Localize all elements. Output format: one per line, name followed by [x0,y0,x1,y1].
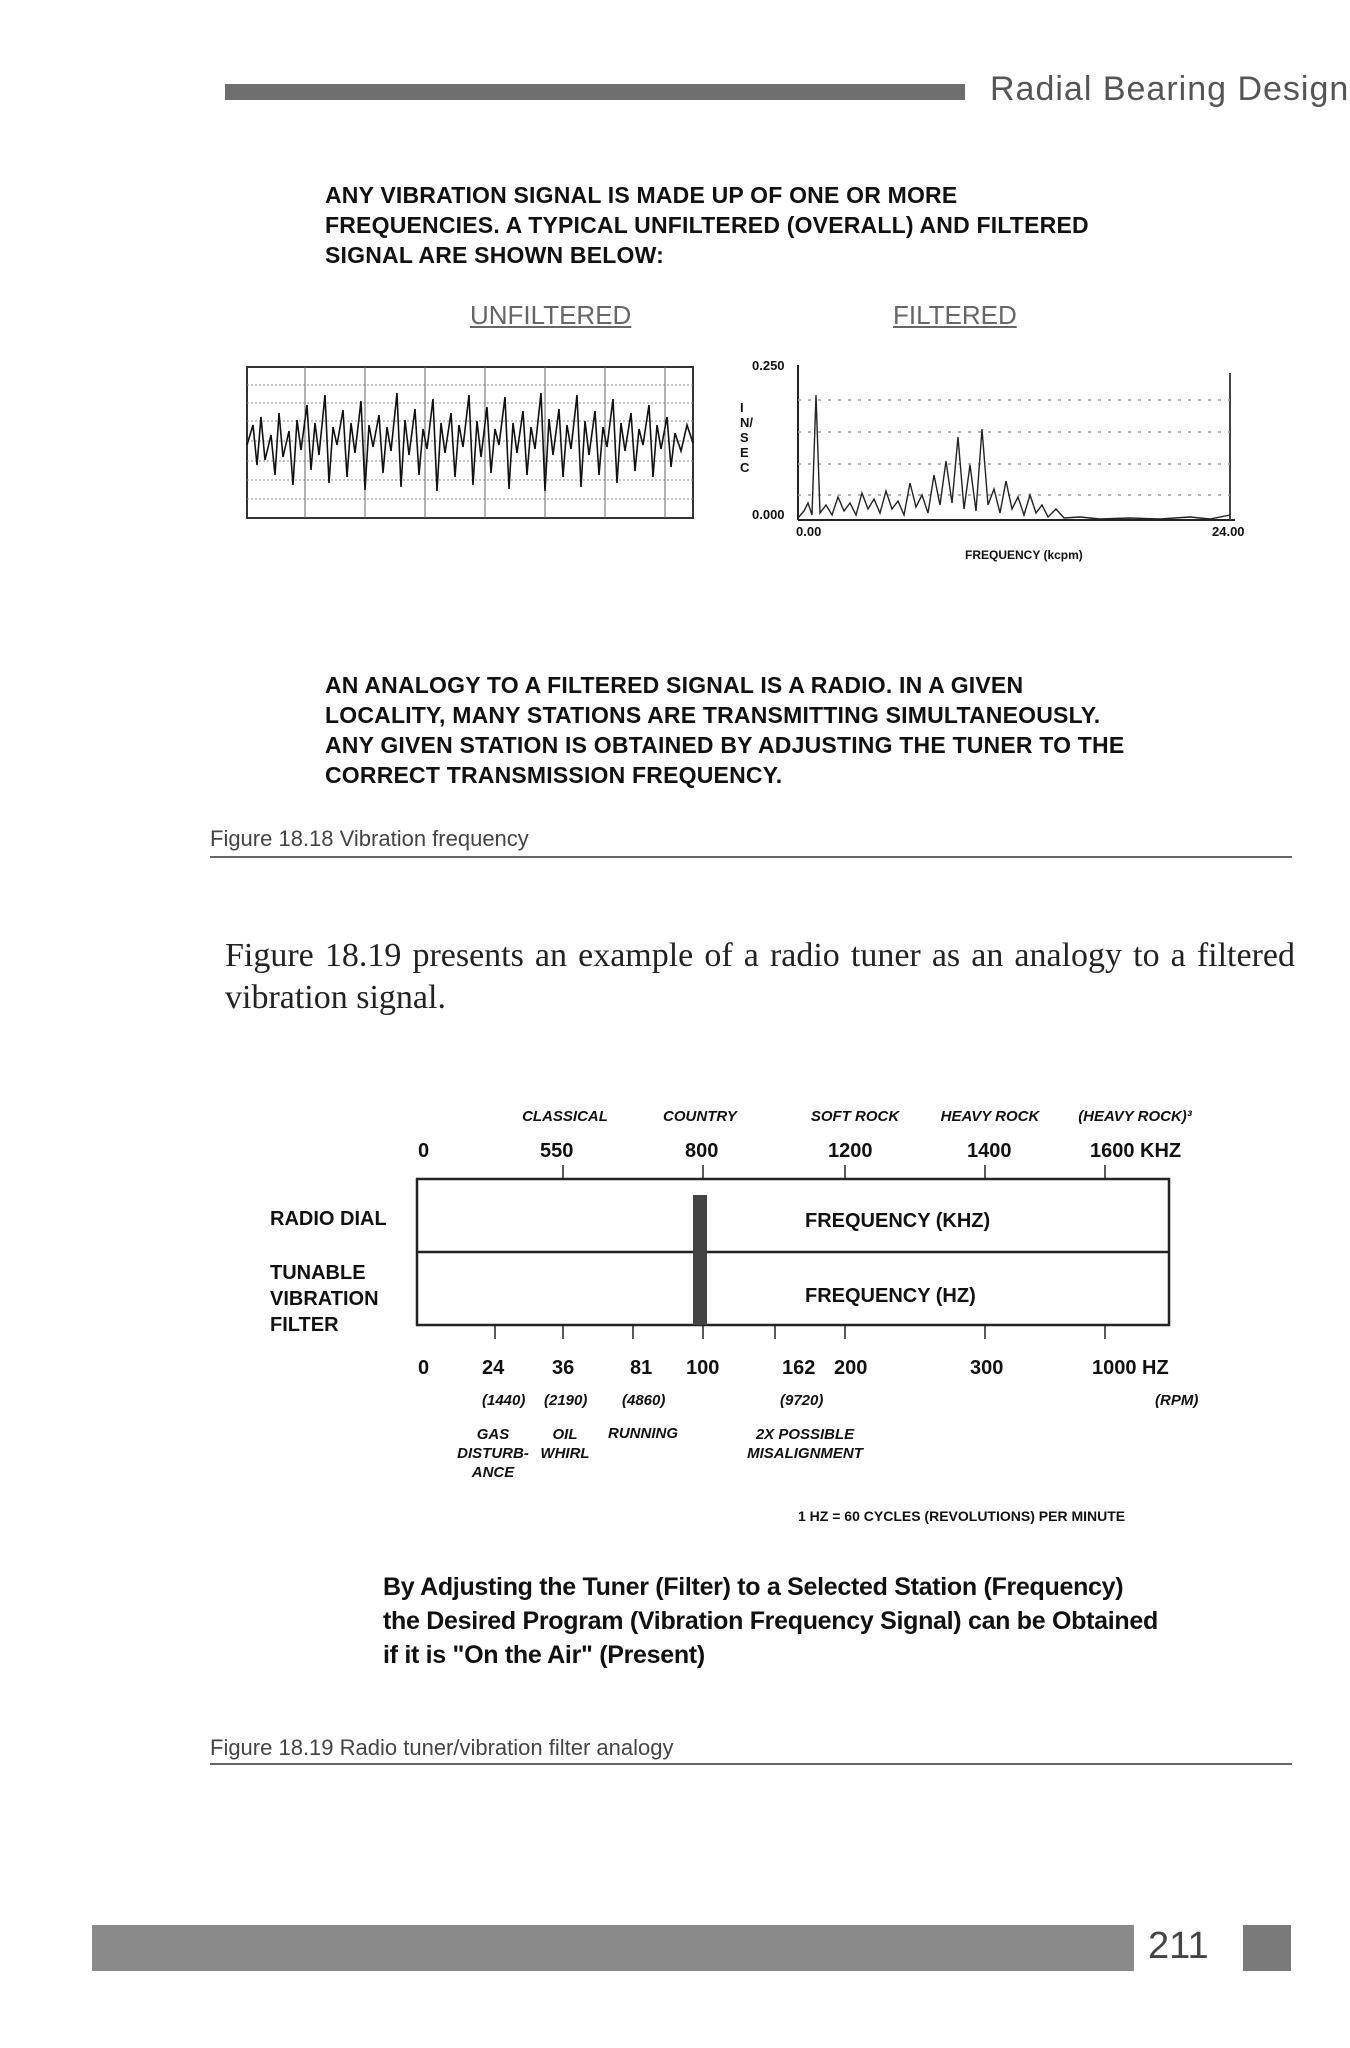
cause-line: ANCE [471,1464,515,1481]
conclusion-line: By Adjusting the Tuner (Filter) to a Selected Station (Frequency) [383,1573,1124,1601]
intro-line: SIGNAL ARE SHOWN BELOW: [325,242,664,268]
hz-tick: 1000 HZ [1092,1357,1169,1379]
filtered-spectrum-plot [790,365,1235,525]
analogy-line: AN ANALOGY TO A FILTERED SIGNAL IS A RADIO. IN A GIVEN [325,672,1024,698]
genre-label: SOFT ROCK [810,1108,900,1125]
figure-caption-18-19: Figure 18.19 Radio tuner/vibration filter analogy [210,1735,674,1760]
rpm-value: (2190) [544,1392,588,1409]
footer-rule [92,1925,1134,1971]
hz-tick: 81 [630,1357,653,1379]
conclusion-line: if it is "On the Air" (Present) [383,1641,705,1669]
cause-line: WHIRL [540,1445,590,1462]
hz-tick: 0 [418,1357,430,1379]
cause-line: MISALIGNMENT [747,1445,863,1462]
genre-label: CLASSICAL [522,1108,608,1125]
filtered-label: FILTERED [893,300,1017,330]
cause-oil [530,1425,600,1463]
genre-label: HEAVY ROCK [940,1108,1040,1125]
rpm-value: (9720) [780,1392,824,1409]
caption-rule [210,856,1292,858]
caption-rule [210,1763,1292,1765]
tuner-diagram [415,1165,1175,1350]
y-axis-top-label: 0.250 [752,358,785,373]
rpm-value: (RPM) [1155,1392,1199,1409]
frequency-khz-label: FREQUENCY (KHZ) [805,1210,991,1232]
footer-block [1243,1925,1291,1971]
y-axis-title: IN/SEC [740,400,753,475]
cause-gas [448,1425,538,1482]
hz-tick: 300 [970,1357,1004,1379]
khz-tick: 1600 KHZ [1090,1140,1182,1162]
figure-caption-18-18: Figure 18.18 Vibration frequency [210,826,529,851]
tunable-filter-label [270,1260,379,1338]
khz-tick: 1200 [828,1140,873,1162]
genre-label: (HEAVY ROCK)³ [1078,1108,1192,1125]
hz-tick: 100 [686,1357,720,1379]
tunable-line: TUNABLE [270,1262,366,1284]
x-axis-right-label: 24.00 [1212,524,1245,539]
fig1818-intro [325,180,1225,270]
conversion-note: 1 HZ = 60 CYCLES (REVOLUTIONS) PER MINUTE [798,1508,1126,1524]
cause-line: 2X POSSIBLE [755,1426,855,1443]
cause-misalignment [740,1425,870,1463]
intro-line: ANY VIBRATION SIGNAL IS MADE UP OF ONE OR MORE [325,182,958,208]
y-axis-bottom-label: 0.000 [752,507,785,522]
page-number: 211 [1148,1925,1209,1967]
khz-tick: 1400 [967,1140,1012,1162]
conclusion-line: the Desired Program (Vibration Frequency Signal) can be Obtained [383,1607,1158,1635]
tunable-line: FILTER [270,1314,339,1336]
conclusion-text [383,1570,1283,1672]
unfiltered-label: UNFILTERED [470,300,632,330]
cause-line: OIL [552,1426,578,1443]
intro-line: FREQUENCIES. A TYPICAL UNFILTERED (OVERALL) AND FILTERED [325,212,1089,238]
cause-running: RUNNING [608,1425,678,1442]
khz-tick: 0 [418,1140,430,1162]
x-axis-title: FREQUENCY (kcpm) [965,548,1083,562]
header-rule [225,84,965,100]
tunable-line: VIBRATION [270,1288,379,1310]
khz-tick: 800 [685,1140,719,1162]
rpm-value: (4860) [622,1392,666,1409]
analogy-line: LOCALITY, MANY STATIONS ARE TRANSMITTING SIMULTANEOUSLY. [325,702,1101,728]
running-title: Radial Bearing Design [990,70,1350,108]
hz-tick: 200 [834,1357,868,1379]
cause-line: DISTURB- [457,1445,529,1462]
cause-line: GAS [476,1426,510,1443]
unfiltered-waveform-plot [245,365,695,520]
x-axis-left-label: 0.00 [796,524,822,539]
hz-tick: 24 [482,1357,505,1379]
body-paragraph: Figure 18.19 presents an example of a radio tuner as an analogy to a filtered vibration signal. [225,937,1295,1016]
fig1818-analogy [325,670,1245,790]
hz-tick: 36 [552,1357,575,1379]
hz-tick: 162 [782,1357,816,1379]
analogy-line: ANY GIVEN STATION IS OBTAINED BY ADJUSTING THE TUNER TO THE [325,732,1125,758]
khz-tick: 550 [540,1140,574,1162]
radio-dial-label: RADIO DIAL [270,1208,387,1230]
genre-label: COUNTRY [663,1108,737,1125]
analogy-line: CORRECT TRANSMISSION FREQUENCY. [325,762,783,788]
frequency-hz-label: FREQUENCY (HZ) [805,1285,976,1307]
rpm-value: (1440) [482,1392,526,1409]
